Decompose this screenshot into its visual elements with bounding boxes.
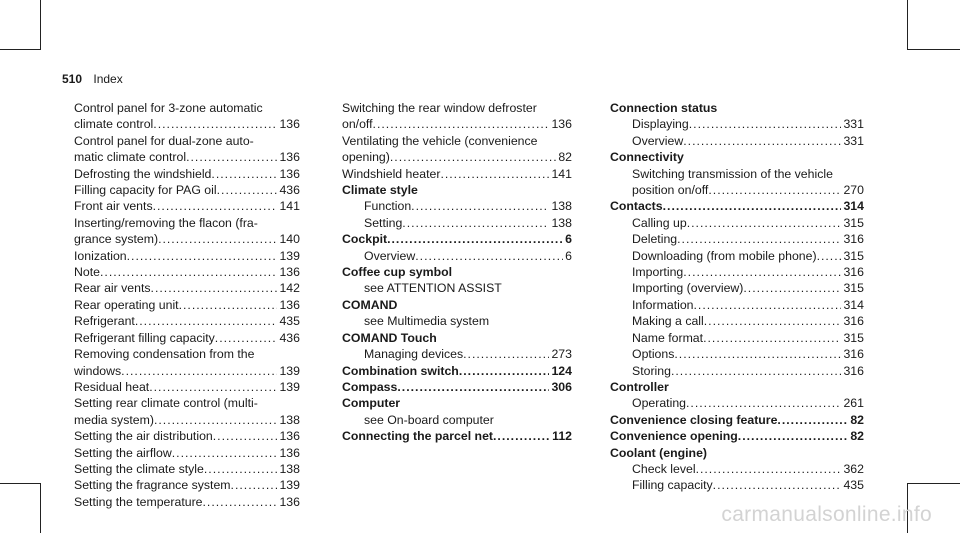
dot-leader <box>708 182 841 198</box>
dot-leader <box>127 248 278 264</box>
page-ref: 331 <box>843 133 864 148</box>
dot-leader <box>213 428 278 444</box>
page-ref: 124 <box>551 363 572 378</box>
page-ref: 138 <box>551 199 572 214</box>
index-entry <box>74 494 300 510</box>
dot-leader <box>817 248 842 264</box>
dot-leader <box>743 280 841 296</box>
dot-leader <box>689 116 842 132</box>
dot-leader <box>674 346 841 362</box>
index-entry <box>610 248 864 264</box>
entry-text: Setting the airflow <box>74 445 172 460</box>
dot-leader <box>686 395 841 411</box>
dot-leader <box>203 494 278 510</box>
index-entry <box>74 133 300 149</box>
index-entry <box>610 264 864 280</box>
index-entry <box>610 280 864 296</box>
entry-text: on/off <box>342 117 373 132</box>
page-ref: 141 <box>551 166 572 181</box>
entry-text: Managing devices <box>364 347 464 362</box>
dot-leader <box>186 149 277 165</box>
index-heading <box>342 379 572 395</box>
dot-leader <box>211 166 277 182</box>
index-entry <box>610 297 864 313</box>
dot-leader <box>153 198 278 214</box>
page-ref: 138 <box>279 412 300 427</box>
index-heading <box>342 182 572 198</box>
index-entry <box>342 198 572 214</box>
dot-leader <box>411 198 549 214</box>
page-ref: 136 <box>279 265 300 280</box>
page-ref: 136 <box>279 445 300 460</box>
entry-text: Setting rear climate control (multi- <box>74 396 258 411</box>
entry-text: Note <box>74 265 100 280</box>
index-column-1 <box>74 100 300 510</box>
dot-leader <box>694 297 842 313</box>
entry-text: Importing <box>632 265 684 280</box>
index-entry <box>74 330 300 346</box>
index-entry <box>342 313 572 329</box>
index-heading <box>610 379 864 395</box>
crop-mark <box>0 49 40 50</box>
entry-text: Computer <box>342 396 401 411</box>
entry-text: Windshield heater <box>342 166 441 181</box>
dot-leader <box>179 297 278 313</box>
entry-text: Displaying <box>632 117 689 132</box>
entry-text: Cockpit <box>342 232 388 247</box>
index-entry <box>74 149 300 165</box>
dot-leader <box>153 116 277 132</box>
entry-text: Overview <box>632 133 684 148</box>
index-entry <box>74 231 300 247</box>
entry-text: Control panel for dual-zone auto- <box>74 133 254 148</box>
index-heading <box>610 445 864 461</box>
index-entry <box>342 166 572 182</box>
entry-text: Control panel for 3-zone automatic <box>74 101 263 115</box>
index-entry <box>342 116 572 132</box>
page-ref: 306 <box>551 379 572 394</box>
page-ref: 139 <box>279 248 300 263</box>
dot-leader <box>158 231 277 247</box>
index-heading <box>342 395 572 411</box>
crop-mark <box>40 0 41 50</box>
page-ref: 316 <box>843 347 864 362</box>
page-ref: 140 <box>279 232 300 247</box>
index-entry <box>74 461 300 477</box>
dot-leader <box>373 116 550 132</box>
page-ref: 82 <box>850 412 864 427</box>
entry-text: Combination switch <box>342 363 459 378</box>
entry-text: Coolant (engine) <box>610 445 708 460</box>
page-ref: 314 <box>843 199 864 214</box>
entry-text: Setting the temperature <box>74 494 203 509</box>
page-ref: 315 <box>843 248 864 263</box>
entry-text: Rear air vents <box>74 281 151 296</box>
entry-text: matic climate control <box>74 150 187 165</box>
index-heading <box>610 149 864 165</box>
dot-leader <box>390 149 556 165</box>
entry-text: Calling up <box>632 215 687 230</box>
index-entry <box>74 182 300 198</box>
entry-text: Rear operating unit <box>74 297 179 312</box>
page-ref: 315 <box>843 330 864 345</box>
entry-text: Check level <box>632 461 696 476</box>
dot-leader <box>172 445 278 461</box>
entry-text: Convenience closing feature <box>610 412 778 427</box>
entry-text: Setting the air distribution <box>74 429 213 444</box>
entry-text: Switching the rear window defroster <box>342 101 537 115</box>
index-entry <box>74 379 300 395</box>
index-heading <box>342 363 572 379</box>
entry-text: Defrosting the windshield <box>74 166 212 181</box>
entry-text: Inserting/removing the flacon (fra- <box>74 215 258 230</box>
page-ref: 436 <box>279 183 300 198</box>
page-ref: 331 <box>843 117 864 132</box>
dot-leader <box>713 477 842 493</box>
index-heading <box>610 100 864 116</box>
entry-text: Connection status <box>610 101 718 115</box>
entry-text: Coffee cup symbol <box>342 265 453 280</box>
dot-leader <box>671 363 842 379</box>
page-ref: 141 <box>279 199 300 214</box>
index-entry <box>74 215 300 231</box>
dot-leader <box>121 363 277 379</box>
index-entry <box>342 346 572 362</box>
entry-text: Connecting the parcel net <box>342 429 493 444</box>
index-entry <box>610 346 864 362</box>
dot-leader <box>215 330 278 346</box>
dot-leader <box>440 166 549 182</box>
index-heading <box>610 412 864 428</box>
page-ref: 138 <box>279 461 300 476</box>
crop-mark <box>907 49 960 50</box>
entry-text: Compass <box>342 379 398 394</box>
page-ref: 314 <box>843 297 864 312</box>
index-entry <box>610 395 864 411</box>
page-ref: 315 <box>843 215 864 230</box>
index-entry <box>74 264 300 280</box>
entry-text: media system) <box>74 412 154 427</box>
crop-mark <box>907 483 960 484</box>
index-entry <box>610 313 864 329</box>
index-entry <box>74 477 300 493</box>
index-heading <box>342 428 572 444</box>
entry-text: Setting the fragrance system <box>74 478 231 493</box>
page-ref: 136 <box>279 429 300 444</box>
page-ref: 316 <box>843 363 864 378</box>
dot-leader <box>149 379 277 395</box>
index-entry <box>610 182 864 198</box>
entry-text: Connectivity <box>610 150 684 165</box>
index-entry <box>610 461 864 477</box>
page-ref: 273 <box>551 347 572 362</box>
index-entry <box>74 297 300 313</box>
crop-mark <box>40 483 41 533</box>
entry-text: Filling capacity for PAG oil <box>74 183 217 198</box>
index-entry <box>342 248 572 264</box>
page-ref: 6 <box>565 248 572 263</box>
dot-leader <box>738 428 849 444</box>
page-ref: 142 <box>279 281 300 296</box>
page-ref: 261 <box>843 396 864 411</box>
index-entry <box>610 133 864 149</box>
index-heading <box>342 297 572 313</box>
entry-text: Downloading (from mobile phone) <box>632 248 817 263</box>
entry-text: Options <box>632 347 675 362</box>
index-entry <box>342 149 572 165</box>
entry-text: windows <box>74 363 122 378</box>
entry-text: Refrigerant <box>74 314 135 329</box>
entry-text: Removing condensation from the <box>74 347 255 362</box>
entry-text: Function <box>364 199 412 214</box>
entry-text: Storing <box>632 363 671 378</box>
entry-text: Switching transmission of the vehicle <box>632 166 833 181</box>
dot-leader <box>154 412 278 428</box>
crop-mark <box>907 0 908 50</box>
page-ref: 435 <box>843 478 864 493</box>
page-ref: 136 <box>551 117 572 132</box>
entry-text: grance system) <box>74 232 159 247</box>
entry-text: Operating <box>632 396 687 411</box>
dot-leader <box>217 182 278 198</box>
dot-leader <box>415 248 563 264</box>
index-heading <box>342 330 572 346</box>
dot-leader <box>231 477 278 493</box>
page-ref: 436 <box>279 330 300 345</box>
dot-leader <box>663 198 842 214</box>
entry-text: Information <box>632 297 694 312</box>
index-column-2 <box>342 100 572 445</box>
entry-text: climate control <box>74 117 154 132</box>
page-ref: 435 <box>279 314 300 329</box>
dot-leader <box>777 412 848 428</box>
index-entry <box>610 363 864 379</box>
dot-leader <box>687 215 842 231</box>
index-entry <box>610 166 864 182</box>
crop-mark <box>0 483 40 484</box>
index-entry <box>342 100 572 116</box>
dot-leader <box>493 428 550 444</box>
index-entry <box>610 231 864 247</box>
entry-text: Convenience opening <box>610 429 738 444</box>
entry-text: position on/off <box>632 183 709 198</box>
page-ref: 136 <box>279 494 300 509</box>
page-ref: 139 <box>279 478 300 493</box>
entry-text: Residual heat <box>74 379 150 394</box>
index-entry <box>74 248 300 264</box>
page-ref: 362 <box>843 461 864 476</box>
dot-leader <box>703 330 841 346</box>
entry-text: see Multimedia system <box>364 314 490 329</box>
entry-text: COMAND <box>342 297 398 312</box>
page-ref: 139 <box>279 379 300 394</box>
entry-text: Controller <box>610 379 669 394</box>
dot-leader <box>463 346 549 362</box>
entry-text: see On-board computer <box>364 412 494 427</box>
index-entry <box>610 215 864 231</box>
index-heading <box>342 264 572 280</box>
watermark: carmanualsonline.info <box>721 503 932 526</box>
page-ref: 315 <box>843 281 864 296</box>
page-ref: 316 <box>843 265 864 280</box>
page-ref: 316 <box>843 314 864 329</box>
entry-text: Contacts <box>610 199 663 214</box>
page-ref: 82 <box>558 150 572 165</box>
section-title: Index <box>93 72 123 86</box>
page-ref: 138 <box>551 215 572 230</box>
entry-text: Making a call <box>632 314 704 329</box>
index-entry <box>342 412 572 428</box>
index-entry <box>74 346 300 362</box>
entry-text: Ventilating the vehicle (convenience <box>342 133 538 148</box>
dot-leader <box>683 133 841 149</box>
entry-text: Front air vents <box>74 199 153 214</box>
dot-leader <box>402 215 549 231</box>
dot-leader <box>397 379 549 395</box>
entry-text: opening) <box>342 150 390 165</box>
dot-leader <box>387 231 563 247</box>
entry-text: Refrigerant filling capacity <box>74 330 215 345</box>
dot-leader <box>100 264 277 280</box>
index-entry <box>74 166 300 182</box>
dot-leader <box>677 231 841 247</box>
index-entry <box>342 280 572 296</box>
page-ref: 316 <box>843 232 864 247</box>
index-heading <box>610 428 864 444</box>
entry-text: Climate style <box>342 183 418 198</box>
entry-text: Filling capacity <box>632 478 713 493</box>
dot-leader <box>204 461 278 477</box>
dot-leader <box>696 461 842 477</box>
dot-leader <box>151 280 278 296</box>
index-entry <box>74 395 300 411</box>
index-entry <box>74 412 300 428</box>
entry-text: Setting the climate style <box>74 461 204 476</box>
page-ref: 139 <box>279 363 300 378</box>
index-entry <box>74 116 300 132</box>
entry-text: Ionization <box>74 248 127 263</box>
entry-text: Importing (overview) <box>632 281 744 296</box>
page-ref: 82 <box>850 429 864 444</box>
page-ref: 136 <box>279 150 300 165</box>
entry-text: COMAND Touch <box>342 330 437 345</box>
dot-leader <box>135 313 278 329</box>
dot-leader <box>704 313 842 329</box>
entry-text: Name format <box>632 330 704 345</box>
page-ref: 136 <box>279 117 300 132</box>
index-heading <box>610 198 864 214</box>
index-heading <box>342 231 572 247</box>
entry-text: see ATTENTION ASSIST <box>364 281 502 296</box>
dot-leader <box>683 264 841 280</box>
page-ref: 112 <box>552 429 572 444</box>
index-entry <box>74 280 300 296</box>
index-column-3 <box>610 100 864 494</box>
index-entry <box>74 445 300 461</box>
page-ref: 136 <box>279 297 300 312</box>
index-entry <box>74 428 300 444</box>
index-entry <box>74 198 300 214</box>
page-ref: 6 <box>565 232 572 247</box>
page-number: 510 <box>62 72 83 86</box>
index-entry <box>610 477 864 493</box>
entry-text: Deleting <box>632 232 678 247</box>
page-ref: 136 <box>279 166 300 181</box>
entry-text: Setting <box>364 215 403 230</box>
page-header <box>62 72 123 86</box>
index-entry <box>342 215 572 231</box>
index-entry <box>342 133 572 149</box>
index-entry <box>610 116 864 132</box>
index-entry <box>74 313 300 329</box>
dot-leader <box>459 363 550 379</box>
index-entry <box>74 100 300 116</box>
index-entry <box>74 363 300 379</box>
page-ref: 270 <box>843 183 864 198</box>
entry-text: Overview <box>364 248 416 263</box>
index-entry <box>610 330 864 346</box>
